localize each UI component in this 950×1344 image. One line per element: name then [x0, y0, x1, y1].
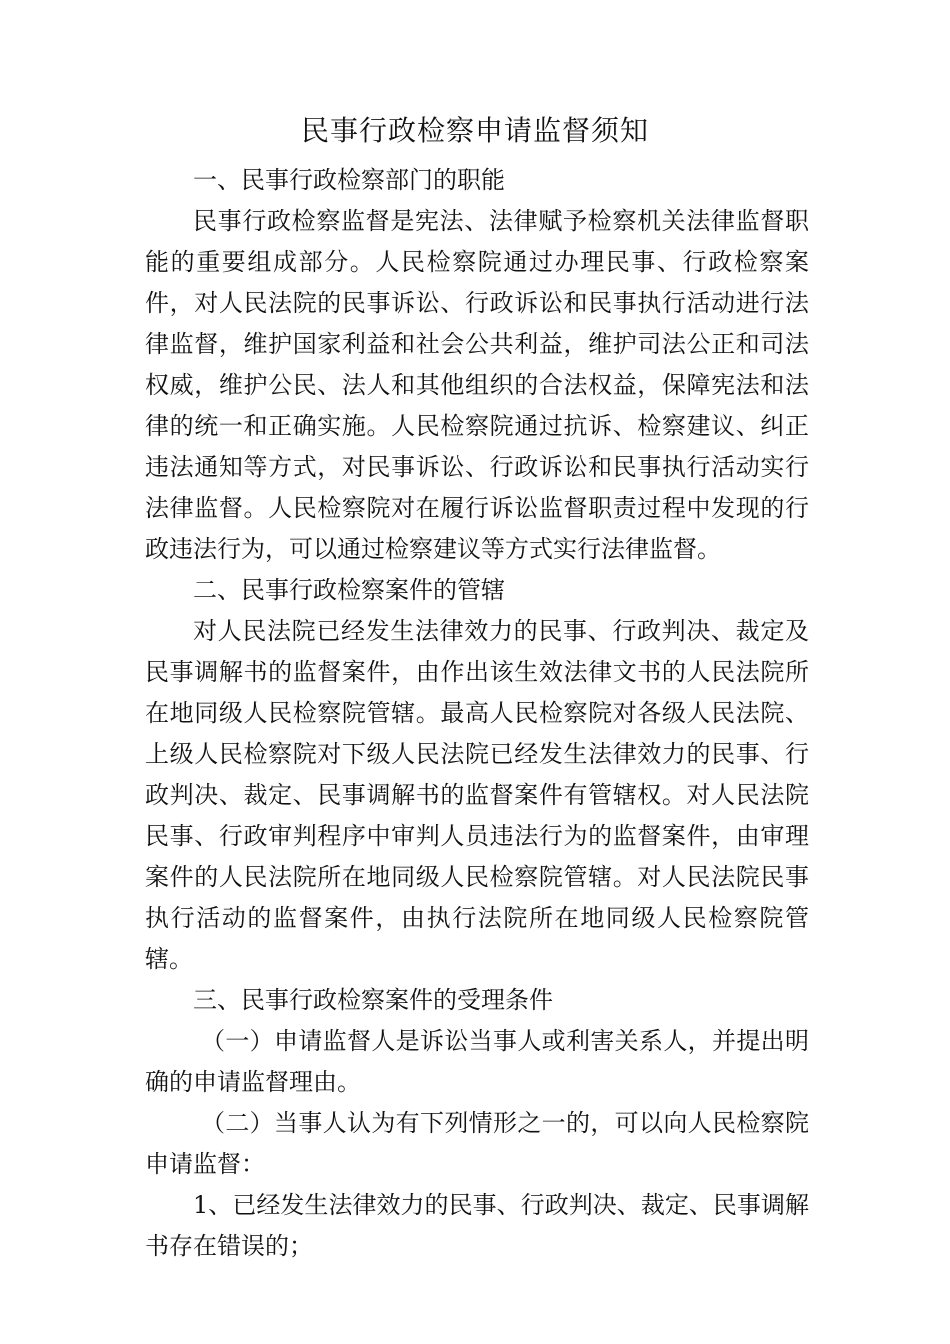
section-heading-2: 二、民事行政检察案件的管辖	[193, 576, 505, 604]
condition-subitem-1: 1、已经发生法律效力的民事、行政判决、裁定、民事调解书存在错误的；	[145, 1191, 809, 1260]
document-body	[145, 160, 809, 1267]
condition-item-1: （一）申请监督人是诉讼当事人或利害关系人，并提出明确的申请监督理由。	[145, 1027, 809, 1096]
section-paragraph-1: 民事行政检察监督是宪法、法律赋予检察机关法律监督职能的重要组成部分。人民检察院通过办理民事、行政检察案件，对人民法院的民事诉讼、行政诉讼和民事执行活动进行法律监督，维护国家利益和社会公共利益，维护司法公正和司法权威，维护公民、法人和其他组织的合法权益，保障宪法和法律的统一和正确实施。人民检察院通过抗诉、检察建议、纠正违法通知等方式，对民事诉讼、行政诉讼和民事执行活动实行法律监督。人民检察院对在履行诉讼监督职责过程中发现的行政违法行为，可以通过检察建议等方式实行法律监督。	[145, 207, 809, 563]
document-title: 民事行政检察申请监督须知	[300, 114, 649, 147]
condition-item-2: （二）当事人认为有下列情形之一的，可以向人民检察院申请监督：	[145, 1109, 809, 1178]
section-paragraph-2: 对人民法院已经发生法律效力的民事、行政判决、裁定及民事调解书的监督案件，由作出该生效法律文书的人民法院所在地同级人民检察院管辖。最高人民检察院对各级人民法院、上级人民检察院对下级人民法院已经发生法律效力的民事、行政判决、裁定、民事调解书的监督案件有管辖权。对人民法院民事、行政审判程序中审判人员违法行为的监督案件，由审理案件的人民法院所在地同级人民检察院管辖。对人民法院民事执行活动的监督案件，由执行法院所在地同级人民检察院管辖。	[145, 617, 809, 973]
section-heading-3: 三、民事行政检察案件的受理条件	[193, 986, 553, 1014]
section-heading-1: 一、民事行政检察部门的职能	[193, 166, 505, 194]
